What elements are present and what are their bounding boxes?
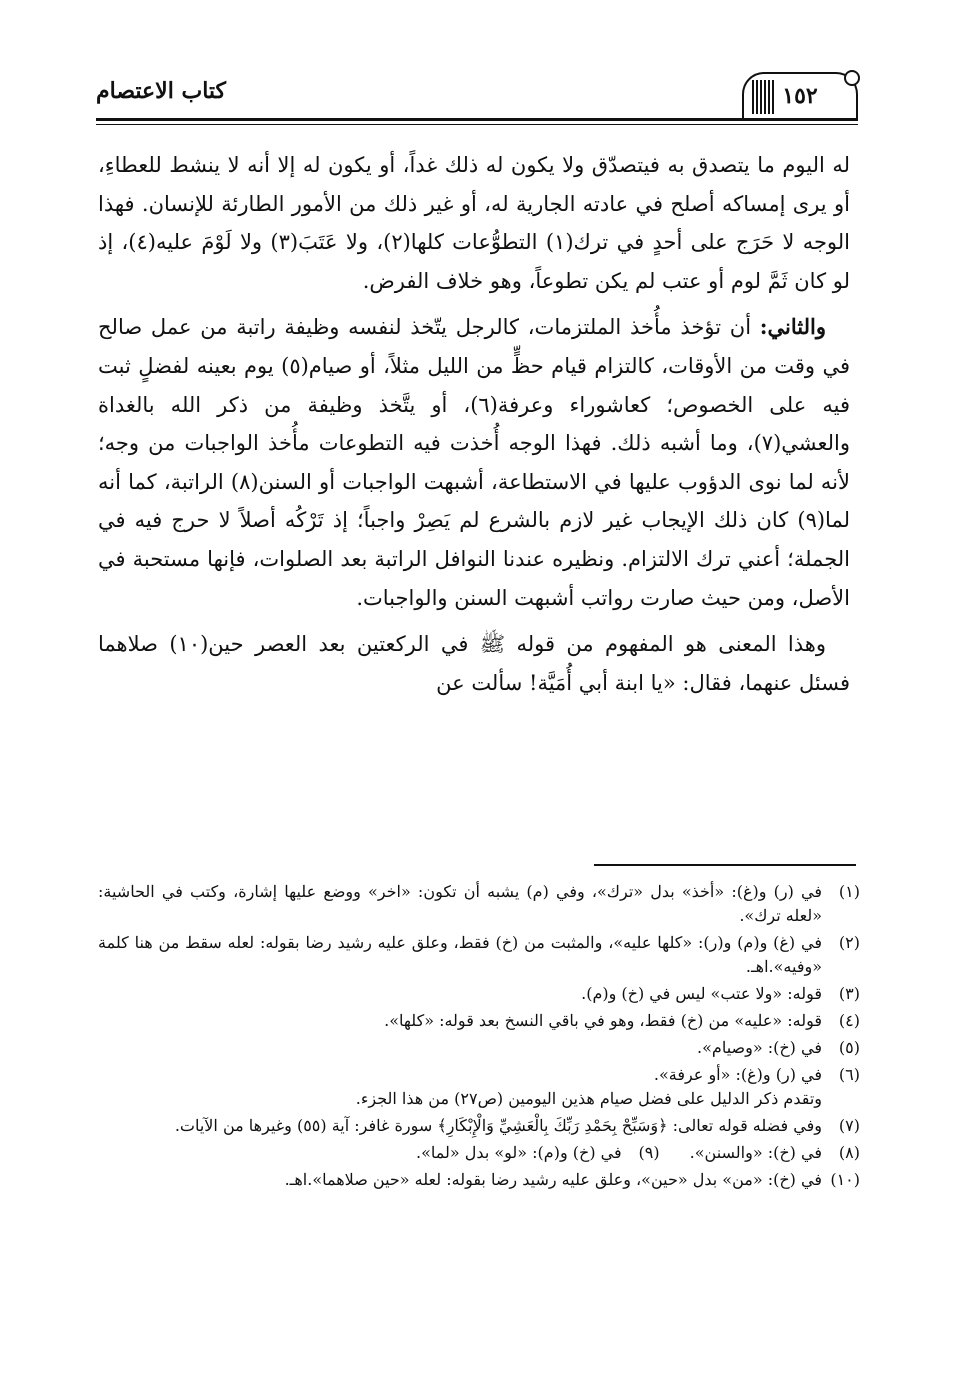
header-rule (96, 118, 858, 121)
footnote-text: وفي فضله قوله تعالى: ﴿وَسَبِّحْ بِحَمْدِ رَبِّكَ بِالْعَشِيِّ وَالْإِبْكَارِ﴾ سورة غافر: آية (٥٥) وغيرها من الآيات. (174, 1116, 822, 1135)
footnote-number: (٧) (838, 1116, 860, 1135)
header-rule-thin (96, 124, 858, 125)
footnote-number: (٦) (838, 1065, 860, 1084)
footnote-number: (٨) (838, 1143, 860, 1162)
page-box-ornament-circle (844, 70, 860, 86)
paragraph-2 (98, 308, 850, 617)
footnote-number: (٩) (638, 1143, 660, 1162)
footnote-text: في (خ): «وصيام». (697, 1038, 822, 1057)
footnote-10 (98, 1168, 860, 1192)
footnote-7 (98, 1114, 860, 1138)
footnote-text-extra: وتقدم ذكر الدليل على فضل صيام هذين اليومين (ص٢٧) من هذا الجزء. (355, 1089, 822, 1108)
footnote-8 (690, 1141, 860, 1165)
page-box-ornament (752, 80, 774, 114)
book-title: كتاب الاعتصام (96, 78, 227, 104)
main-text (98, 146, 850, 710)
footnote-number: (٥) (838, 1038, 860, 1057)
paragraph-3: وهذا المعنى هو المفهوم من قوله ﷺ في الركعتين بعد العصر حين(١٠) صلاهما فسئل عنهما، فقال: «يا ابنة أبي أُمَيَّة! سألت عن (98, 632, 850, 695)
footnote-number: (٣) (838, 984, 860, 1003)
footnotes (98, 880, 860, 1195)
footnote-4 (98, 1009, 860, 1033)
paragraph-1: له اليوم ما يتصدق به فيتصدّق ولا يكون له ذلك غداً، أو يكون له إلا أنه لا ينشط للعطاءِ، أو يرى إمساكه أصلح في عادته الجارية له، أو غير ذلك من الأمور الطارئة للإنسان. فهذا الوجه لا حَرَج على أحدٍ في ترك(١) التطوُّعات كلها(٢)، ولا عَتَبَ(٣) ولا لَوْمَ عليه(٤)، إذ لو كان ثَمَّ لوم أو عتب لم يكن تطوعاً، وهو خلاف الفرض. (98, 153, 851, 293)
footnote-text-line: في (ر) و(غ): «أو عرفة». (653, 1065, 822, 1084)
footnote-6 (98, 1063, 860, 1111)
footnote-3 (98, 982, 860, 1006)
footnote-text: قوله: «عليه» من (خ) فقط، وهو في باقي النسخ بعد قوله: «كلها». (384, 1011, 822, 1030)
footnote-5 (98, 1036, 860, 1060)
footnote-text: في (غ) و(م) و(ر): «كلها عليه»، والمثبت من (خ) فقط، وعلق عليه رشيد رضا بقوله: لعله سقط من هنا كلمة «وفيه».اهـ. (98, 933, 822, 976)
page-number: ١٥٢ (782, 83, 818, 109)
footnote-number: (٤) (838, 1011, 860, 1030)
footnote-text: قوله: «ولا عتب» ليس في (خ) و(م). (581, 984, 822, 1003)
footnote-separator (594, 864, 856, 866)
footnote-row-8-9 (98, 1141, 860, 1168)
footnote-text: في (خ): «والسنن». (689, 1143, 822, 1162)
footnote-text: في (خ): «من» بدل «حين»، وعلق عليه رشيد رضا بقوله: لعله «حين صلاهما».اهـ. (284, 1170, 822, 1189)
footnote-number: (٢) (838, 933, 860, 952)
footnote-1 (98, 880, 860, 928)
paragraph-2-lead: والثاني: (759, 314, 826, 340)
footnote-2 (98, 931, 860, 979)
footnote-number: (١) (838, 882, 860, 901)
footnote-text: في (ر) و(غ): «أخذ» بدل «ترك»، وفي (م) يشبه أن تكون: «اخر» ووضع عليها إشارة، وكتب في الحاشية: «لعله ترك». (98, 882, 822, 925)
footnote-text (98, 1063, 822, 1111)
paragraph-2-text: أن تؤخذ مأُخذ الملتزمات، كالرجل يتّخذ لنفسه وظيفة راتبة من عمل صالح في وقت من الأوقات، كالتزام قيام حظٍّ من الليل مثلاً، أو صيام(٥) يوم بعينه لفضلٍ ثبت فيه على الخصوص؛ كعاشوراء وعرفة(٦)، أو يتَّخذ وظيفة من ذكر الله بالغداة والعشي(٧)، وما أشبه ذلك. فهذا الوجه أُخذت فيه التطوعات مأُخذ الواجبات من وجه؛ لأنه لما نوى الدؤوب عليها في الاستطاعة، أشبهت الواجبات أو السنن(٨) الراتبة، كما أنه لما(٩) كان ذلك الإيجاب غير لازم بالشرع لم يَصِرْ واجباً؛ إذ تَرْكُه أصلاً لا حرج فيه في الجملة؛ أعني ترك الالتزام. ونظيره عندنا النوافل الراتبة بعد الصلوات، فإنها مستحبة في الأصل، ومن حيث صارت رواتب أشبهت السنن والواجبات. (98, 315, 851, 610)
footnote-number: (١٠) (830, 1170, 860, 1189)
footnote-text: في (خ) و(م): «لو» بدل «لما». (416, 1143, 622, 1162)
footnote-9 (416, 1141, 660, 1165)
